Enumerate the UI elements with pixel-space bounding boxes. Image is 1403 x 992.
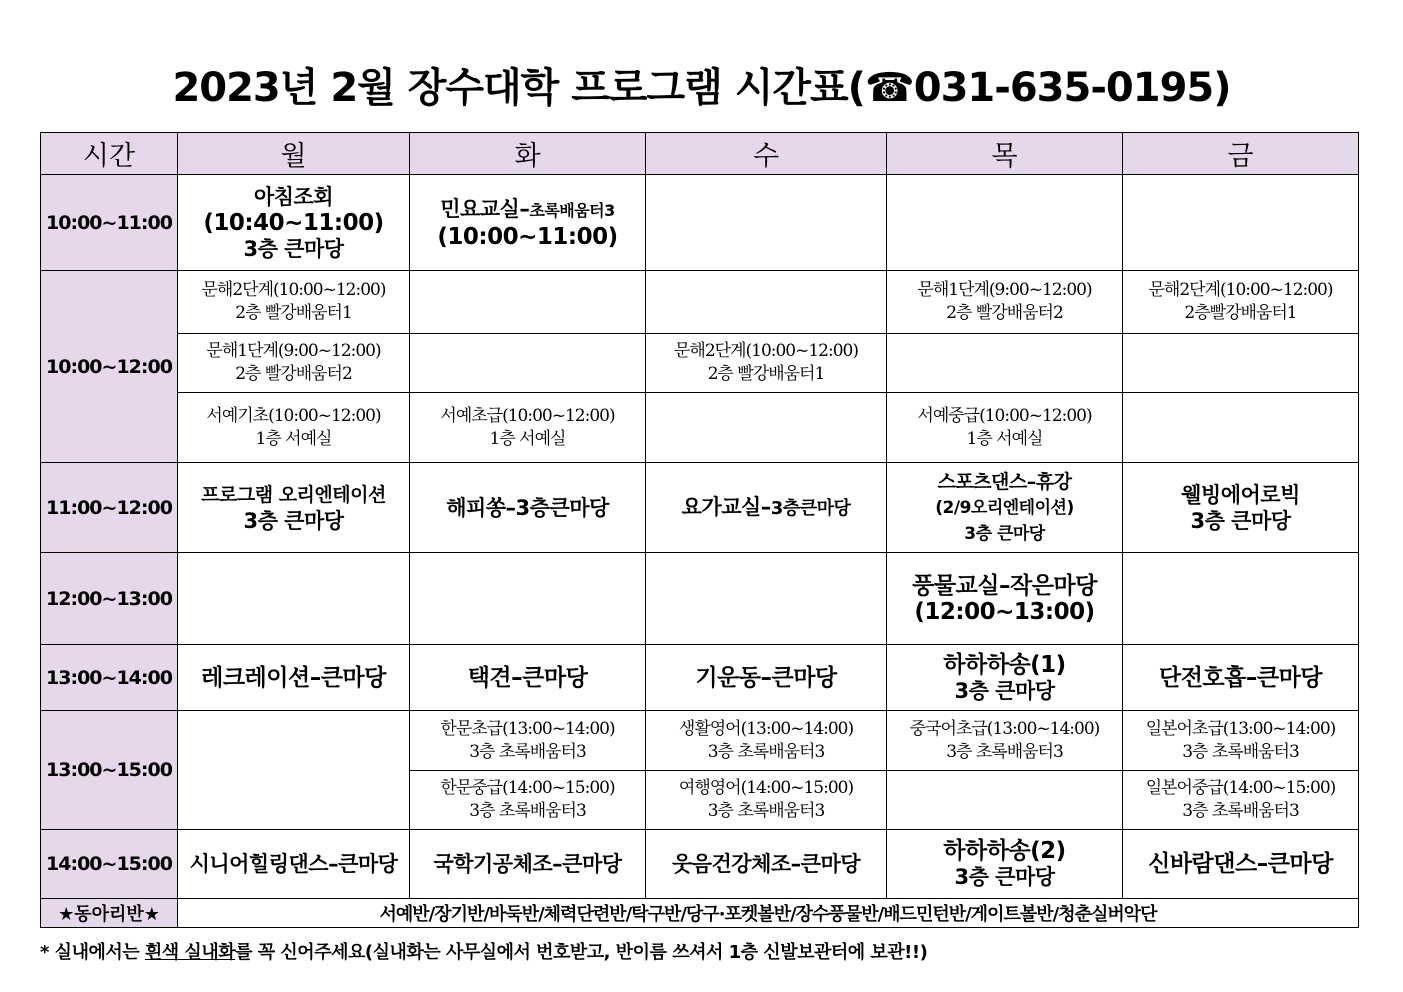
cell-line: 풍물교실–작은마당 [912,572,1097,599]
table-row [41,334,1359,393]
header-tue: 화 [410,133,646,175]
footnote-suffix: 를 꼭 신어주세요(실내화는 사무실에서 번호받고, 반이름 쓰셔서 1층 신발보관터에 보관!!) [235,942,928,963]
table-row [41,553,1359,645]
cell-line: 문해1단계(9:00~12:00) [917,280,1092,300]
time-cell: 14:00~15:00 [41,830,178,899]
cell-fri [1123,645,1359,711]
cell-line: 아침조회 [253,184,334,209]
cell-tue [410,393,646,463]
cell-tue [410,711,646,771]
table-row [41,645,1359,711]
cell-line: 문해2단계(10:00~12:00) [201,280,386,300]
cell-mon [178,645,410,711]
cell-line: 3층 큰마당 [243,236,344,261]
cell-line: 중국어초급(13:00~14:00) [909,718,1100,739]
cell-mon [178,711,410,830]
cell-thu [887,334,1123,393]
cell-line: 생활영어(13:00~14:00) [678,718,854,739]
cell-mon [178,175,410,271]
cell-line: 스포츠댄스–휴강 [937,470,1072,493]
cell-line: 단전호흡–큰마당 [1158,664,1323,691]
cell-fri [1123,393,1359,463]
cell-text: 요가교실– [681,494,771,519]
cell-fri [1123,711,1359,771]
header-mon: 월 [178,133,410,175]
cell-line: 택견–큰마당 [467,664,588,691]
cell-line: 1층 서예실 [489,428,566,449]
cell-thu [887,711,1123,771]
cell-line: 2층 빨강배움터1 [707,364,825,384]
cell-line: 하하하송(2) [943,838,1066,864]
cell-wed [646,175,887,271]
cell-tue [410,553,646,645]
footnote-underlined: 흰색 실내화 [144,942,236,963]
cell-line: 3층 초록배움터3 [946,741,1063,762]
cell-fri [1123,830,1359,899]
cell-mon [178,334,410,393]
cell-thu [887,393,1123,463]
cell-thu [887,830,1123,899]
cell-tue [410,271,646,334]
cell-line: 1층 서예실 [966,428,1043,449]
cell-line: 여행영어(14:00~15:00) [678,778,854,798]
cell-line: 문해1단계(9:00~12:00) [206,341,381,361]
time-cell: 13:00~14:00 [41,645,178,711]
cell-text: 3층큰마당 [770,497,851,519]
cell-line: (2/9오리엔테이션) [935,497,1074,518]
cell-line: 시니어힐링댄스–큰마당 [189,852,398,876]
cell-mon [178,463,410,553]
cell-line: 하하하송(1) [943,651,1066,678]
cell-line: 3층 초록배움터3 [707,801,825,821]
cell-fri [1123,771,1359,830]
club-list: 서예반/장기반/바둑반/체력단련반/탁구반/당구·포켓볼반/장수풍물반/배드민턴반/게이트볼반/청춘실버악단 [178,899,1359,928]
cell-line: 3층 큰마당 [243,508,344,533]
cell-wed [646,830,887,899]
cell-line: 문해2단계(10:00~12:00) [674,341,858,361]
cell-wed [646,645,887,711]
cell-mon [178,830,410,899]
cell-fri [1123,175,1359,271]
cell-wed [646,334,887,393]
table-row [41,711,1359,771]
table-row [41,463,1359,553]
cell-line: 레크레이션–큰마당 [201,664,386,691]
cell-line: 서예초급(10:00~12:00) [440,405,615,426]
header-thu: 목 [887,133,1123,175]
cell-text: 민요교실– [440,196,530,221]
footnote [40,938,927,964]
footnote-prefix: * 실내에서는 [40,942,145,963]
cell-line: 3층 초록배움터3 [707,741,825,762]
cell-thu [887,771,1123,830]
cell-line: 해피쏭–3층큰마당 [446,495,609,520]
cell-line: 3층 큰마당 [954,678,1055,703]
cell-thu [887,645,1123,711]
header-fri: 금 [1123,133,1359,175]
cell-line: 서예중급(10:00~12:00) [917,405,1092,426]
cell-wed [646,771,887,830]
cell-wed [646,553,887,645]
time-cell: 10:00~11:00 [41,175,178,271]
cell-thu [887,553,1123,645]
schedule-table [40,132,1359,928]
cell-wed [646,271,887,334]
cell-line: 3층 큰마당 [954,865,1055,889]
time-cell: 11:00~12:00 [41,463,178,553]
cell-line: 신바람댄스–큰마당 [1148,851,1333,877]
cell-line: 웰빙에어로빅 [1181,482,1300,507]
cell-thu [887,175,1123,271]
cell-text: 초록배움터3 [529,200,615,220]
cell-line: 문해2단계(10:00~12:00) [1148,280,1333,300]
cell-line: (10:40~11:00) [203,209,384,236]
time-cell: 13:00~15:00 [41,711,178,830]
cell-wed [646,711,887,771]
page-title [0,58,1403,118]
cell-fri [1123,334,1359,393]
cell-tue [410,334,646,393]
table-row [41,271,1359,334]
cell-line: 웃음건강체조–큰마당 [671,852,861,876]
cell-tue [410,463,646,553]
cell-tue [410,645,646,711]
cell-line [410,196,645,224]
cell-wed [646,393,887,463]
cell-fri [1123,271,1359,334]
header-time: 시간 [41,133,178,175]
header-wed: 수 [646,133,887,175]
cell-mon [178,553,410,645]
cell-line: 2층빨강배움터1 [1184,303,1297,323]
cell-line: 한문중급(14:00~15:00) [440,778,615,798]
cell-mon [178,271,410,334]
cell-line [646,494,886,522]
title-phone: ☎031-635-0195) [864,65,1231,111]
cell-line: 3층 초록배움터3 [1182,801,1299,821]
cell-line: 3층 큰마당 [964,523,1045,544]
cell-line: (12:00~13:00) [914,598,1095,625]
table-row [41,175,1359,271]
time-cell: 12:00~13:00 [41,553,178,645]
cell-thu [887,463,1123,553]
cell-line: 3층 초록배움터3 [469,741,586,762]
cell-tue [410,771,646,830]
club-row [41,899,1359,928]
header-row [41,133,1359,175]
time-cell: 10:00~12:00 [41,271,178,463]
cell-line: 기운동–큰마당 [695,664,837,691]
cell-line: 한문초급(13:00~14:00) [440,718,615,739]
cell-line: (10:00~11:00) [437,223,618,250]
cell-fri [1123,463,1359,553]
cell-line: 1층 서예실 [255,428,332,449]
cell-line: 국학기공체조–큰마당 [433,852,622,876]
cell-tue [410,830,646,899]
cell-line: 서예기초(10:00~12:00) [206,405,381,426]
club-label: ★동아리반★ [41,899,178,928]
cell-line: 2층 빨강배움터2 [946,303,1063,323]
cell-line: 3층 초록배움터3 [1182,741,1299,762]
cell-fri [1123,553,1359,645]
cell-line: 일본어초급(13:00~14:00) [1145,718,1336,739]
cell-line: 3층 큰마당 [1190,508,1291,533]
cell-mon [178,393,410,463]
title-text: 2023년 2월 장수대학 프로그램 시간표( [172,65,865,111]
cell-line: 일본어중급(14:00~15:00) [1145,778,1336,798]
cell-line: 2층 빨강배움터1 [235,303,352,323]
cell-line: 3층 초록배움터3 [469,801,586,821]
cell-line: 프로그램 오리엔테이션 [201,483,386,506]
cell-tue [410,175,646,271]
cell-wed [646,463,887,553]
table-row [41,830,1359,899]
cell-line: 2층 빨강배움터2 [235,364,352,384]
cell-thu [887,271,1123,334]
table-row [41,393,1359,463]
